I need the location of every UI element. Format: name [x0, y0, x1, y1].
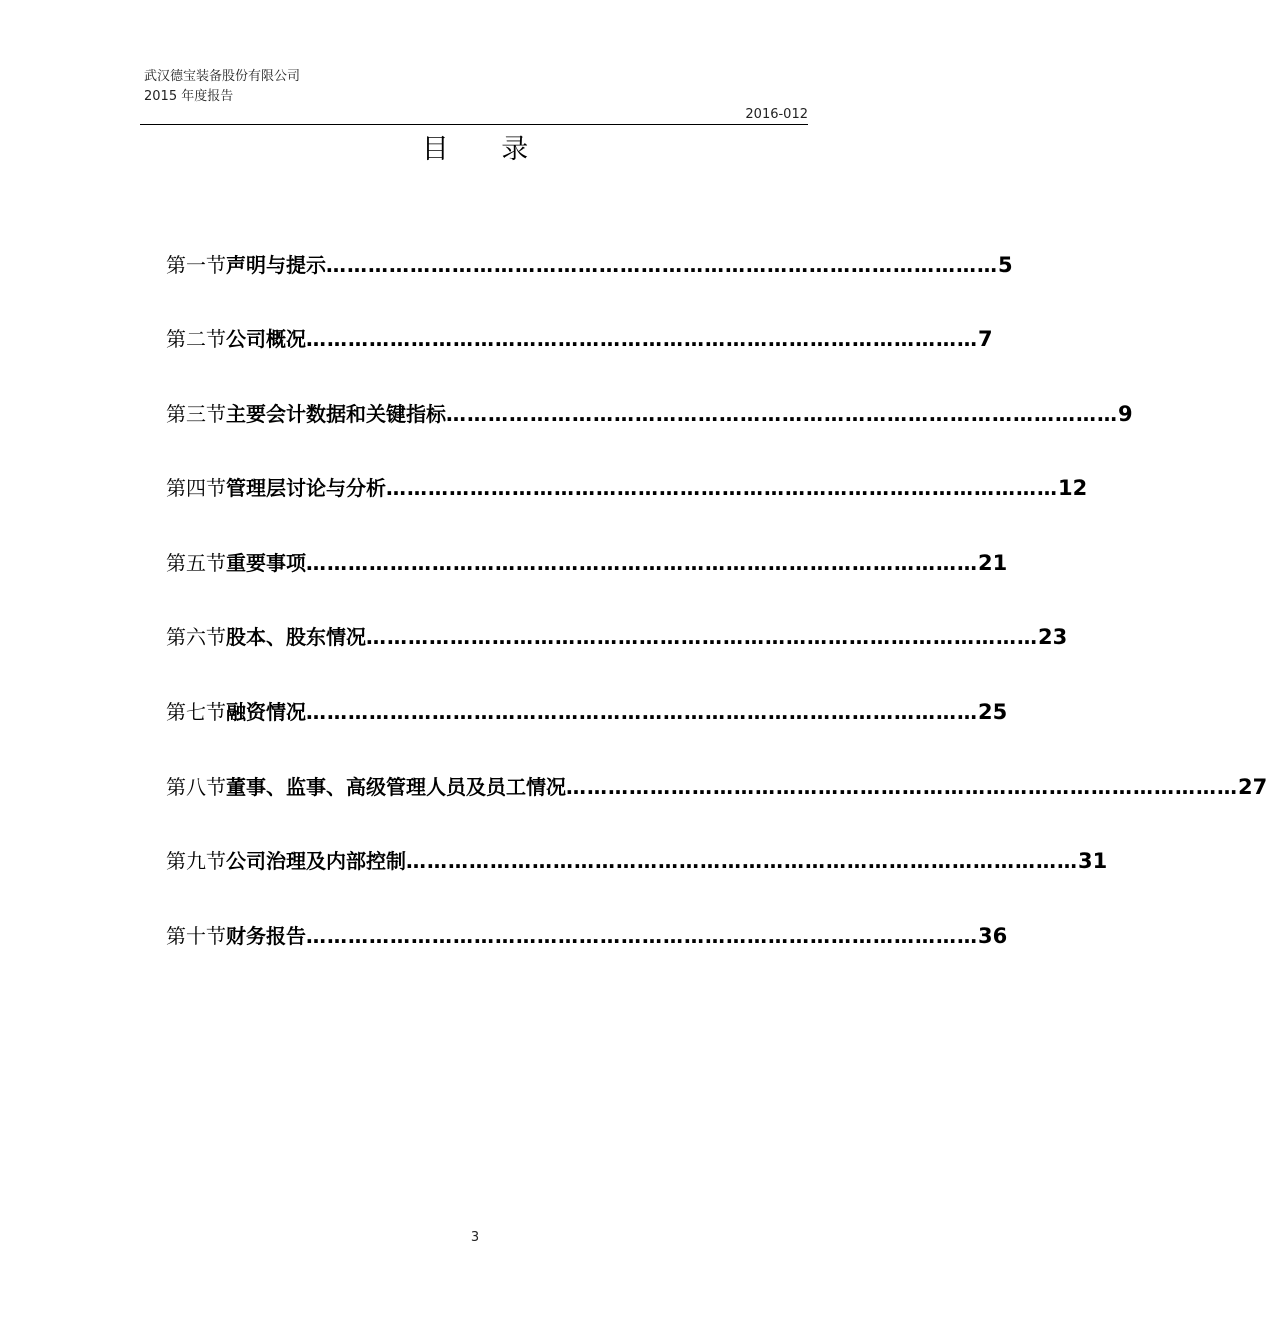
- toc-entry-title: 主要会计数据和关键指标: [226, 402, 446, 426]
- toc-entry-leader: ……………………………………………………………………………………: [386, 476, 1058, 500]
- header-company-name: 武汉德宝装备股份有限公司: [144, 69, 301, 84]
- toc-entry-page: 9: [1118, 402, 1133, 426]
- toc-entry-page: 31: [1078, 849, 1108, 873]
- page-number: 3: [470, 1230, 480, 1245]
- toc-entry-title: 声明与提示: [226, 253, 326, 277]
- toc-entry-page: 21: [978, 551, 1008, 575]
- toc-entry-leader: ……………………………………………………………………………………: [306, 924, 978, 948]
- header-document-code: 2016-012: [745, 107, 808, 122]
- toc-title: 目 录: [421, 134, 551, 165]
- toc-entry-title: 重要事项: [226, 551, 306, 575]
- toc-entry-title: 股本、股东情况: [226, 625, 366, 649]
- toc-entry-leader: ……………………………………………………………………………………: [326, 253, 998, 277]
- toc-entry[interactable]: [166, 250, 1013, 280]
- toc-entry[interactable]: [166, 399, 1133, 429]
- toc-entry-leader: ……………………………………………………………………………………: [306, 700, 978, 724]
- toc-entry[interactable]: [166, 324, 993, 354]
- toc-entry-section-number: 第九节: [166, 849, 226, 873]
- toc-entry-page: 25: [978, 700, 1008, 724]
- toc-entry[interactable]: [166, 772, 1267, 802]
- toc-entry-leader: ……………………………………………………………………………………: [406, 849, 1078, 873]
- toc-entry-title: 公司概况: [226, 327, 306, 351]
- toc-entry-leader: ……………………………………………………………………………………: [306, 551, 978, 575]
- toc-entry-section-number: 第七节: [166, 700, 226, 724]
- toc-entry-leader: ……………………………………………………………………………………: [446, 402, 1118, 426]
- toc-entry-section-number: 第二节: [166, 327, 226, 351]
- toc-entry-title: 财务报告: [226, 924, 306, 948]
- toc-entry-page: 23: [1038, 625, 1068, 649]
- toc-entry[interactable]: [166, 846, 1108, 876]
- toc-entry-section-number: 第十节: [166, 924, 226, 948]
- toc-entry-leader: ……………………………………………………………………………………: [306, 327, 978, 351]
- toc-entry-section-number: 第六节: [166, 625, 226, 649]
- toc-entry[interactable]: [166, 548, 1008, 578]
- header-report-title: 2015 年度报告: [144, 89, 234, 104]
- toc-entry-section-number: 第八节: [166, 775, 226, 799]
- toc-entry[interactable]: [166, 921, 1008, 951]
- toc-entry-title: 融资情况: [226, 700, 306, 724]
- toc-entry[interactable]: [166, 622, 1068, 652]
- toc-entry[interactable]: [166, 697, 1008, 727]
- toc-entry-page: 27: [1238, 775, 1267, 799]
- toc-entry-title: 公司治理及内部控制: [226, 849, 406, 873]
- toc-entry-page: 36: [978, 924, 1008, 948]
- toc-entry-leader: ……………………………………………………………………………………: [566, 775, 1238, 799]
- toc-entry-section-number: 第五节: [166, 551, 226, 575]
- toc-entry[interactable]: [166, 473, 1088, 503]
- toc-entry-title: 董事、监事、高级管理人员及员工情况: [226, 775, 566, 799]
- toc-entry-section-number: 第三节: [166, 402, 226, 426]
- toc-entry-page: 5: [998, 253, 1013, 277]
- toc-entry-section-number: 第四节: [166, 476, 226, 500]
- toc-entry-leader: ……………………………………………………………………………………: [366, 625, 1038, 649]
- toc-entry-section-number: 第一节: [166, 253, 226, 277]
- toc-entry-title: 管理层讨论与分析: [226, 476, 386, 500]
- toc-entry-page: 12: [1058, 476, 1088, 500]
- toc-entry-page: 7: [978, 327, 993, 351]
